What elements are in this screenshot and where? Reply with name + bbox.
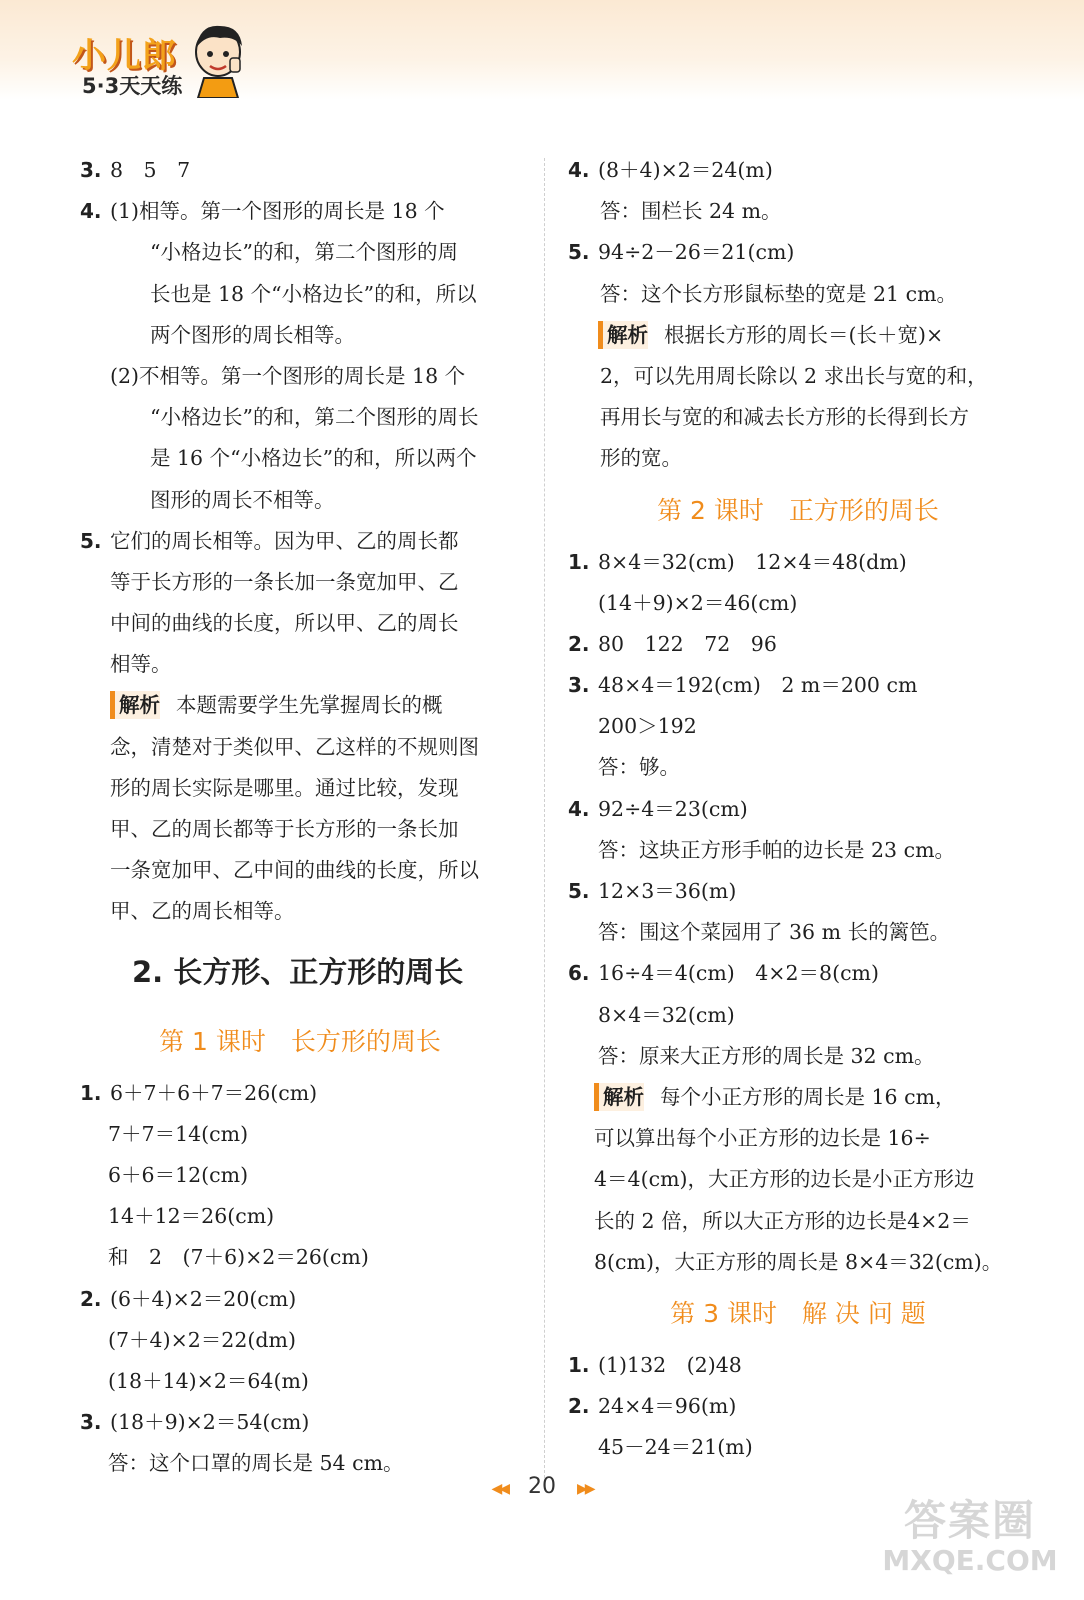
question-number: 3. [80, 158, 102, 182]
answer-text [150, 315, 355, 356]
answer-text [598, 150, 773, 191]
answer-text [150, 438, 477, 479]
answer-text [110, 1279, 296, 1320]
answer-text [600, 274, 957, 315]
answer-content: (2)不相等。第一个图形的周长是 18 个 [110, 363, 466, 388]
answer-content: 14＋12＝26(cm) [108, 1204, 275, 1229]
answer-line [568, 912, 1028, 953]
answer-content: 6＋6＝12(cm) [108, 1162, 249, 1187]
answer-content: 长的 2 倍，所以大正方形的边长是4×2＝ [594, 1208, 971, 1233]
answer-line [80, 356, 520, 397]
answer-content: 和 2 (7＋6)×2＝26(cm) [108, 1245, 369, 1270]
watermark [880, 1488, 1060, 1577]
page-number: 20 [528, 1474, 556, 1499]
right-column [568, 150, 1028, 1468]
answer-text [110, 603, 459, 644]
question-number: 4. [568, 796, 590, 821]
answer-line [80, 397, 520, 438]
answer-line [80, 1196, 520, 1237]
answer-content: 每个小正方形的周长是 16 cm， [660, 1084, 956, 1109]
answer-line [568, 274, 1028, 315]
answer-content: 2，可以先用周长除以 2 求出长与宽的和， [600, 363, 988, 388]
answer-text [110, 768, 459, 809]
question-number: 4. [568, 158, 590, 182]
answer-line [80, 644, 520, 685]
answer-line [568, 232, 1028, 273]
answer-text [600, 438, 682, 479]
answer-line [568, 1118, 1028, 1159]
answer-line [568, 1036, 1028, 1077]
answer-line [80, 150, 520, 191]
answer-content: 24×4＝96(m) [598, 1394, 737, 1419]
answer-content: 答：围栏长 24 m。 [600, 199, 782, 224]
left-column [80, 150, 520, 1484]
answer-content: 答：这个长方形鼠标垫的宽是 21 cm。 [600, 281, 958, 306]
answer-text [110, 850, 479, 891]
answer-content: (18＋14)×2＝64(m) [108, 1368, 309, 1393]
answer-content: 200＞192 [598, 714, 697, 739]
answer-content: 答：够。 [598, 755, 680, 780]
answer-text [598, 871, 736, 912]
answer-line [568, 747, 1028, 788]
answer-content: 8(cm)，大正方形的周长是 8×4＝32(cm)。 [594, 1249, 1003, 1274]
answer-text [108, 1237, 369, 1278]
series-name: 5·3天天练 [82, 74, 183, 98]
answer-content: 45－24＝21(m) [598, 1435, 753, 1460]
answer-line [568, 665, 1028, 706]
answer-line [80, 1279, 520, 1320]
brand-logo: 小儿郎 [72, 36, 177, 76]
question-number: 5. [80, 528, 102, 553]
analysis-tag: 解析 [594, 1083, 644, 1111]
answer-text [110, 191, 445, 232]
question-number: 5. [568, 240, 590, 265]
answer-text [600, 397, 969, 438]
question-number: 6. [568, 961, 590, 986]
answer-content: 一条宽加甲、乙中间的曲线的长度，所以 [110, 858, 479, 883]
answer-line [568, 953, 1028, 994]
question-number: 2. [568, 631, 590, 656]
answer-content: 8×4＝32(cm) [598, 1002, 735, 1027]
answer-content: 答：原来大正方形的周长是 32 cm。 [598, 1043, 935, 1068]
answer-text [110, 727, 479, 768]
lesson-title: 第 3 课时 解 决 问 题 [670, 1298, 926, 1328]
column-divider [544, 158, 545, 1488]
answer-text [110, 644, 172, 685]
answer-text [598, 583, 797, 624]
answer-line [80, 1237, 520, 1278]
answer-line [80, 1114, 520, 1155]
answer-line [80, 768, 520, 809]
answer-text [110, 1402, 309, 1443]
answer-text [598, 830, 955, 871]
answer-content: (18＋9)×2＝54(cm) [110, 1410, 310, 1435]
answer-line [80, 521, 520, 562]
answer-line [80, 232, 520, 273]
answer-content: 94÷2－26＝21(cm) [598, 240, 795, 265]
answer-line [568, 1386, 1028, 1427]
answer-line [568, 438, 1028, 479]
answer-text [594, 1242, 1002, 1283]
boy-mascot-icon [190, 22, 246, 98]
answer-line [568, 830, 1028, 871]
answer-line [568, 871, 1028, 912]
answer-line [568, 1077, 1028, 1118]
question-number: 2. [80, 1286, 102, 1311]
answer-text [150, 274, 477, 315]
answer-text [598, 789, 748, 830]
answer-text [598, 1427, 753, 1468]
answer-text [110, 562, 459, 603]
answer-line [80, 1361, 520, 1402]
page-header [0, 0, 1084, 100]
answer-content: 48×4＝192(cm) 2 m＝200 cm [598, 673, 918, 698]
question-number: 1. [568, 549, 590, 574]
answer-line [568, 624, 1028, 665]
answer-text [598, 747, 680, 788]
answer-text [598, 1386, 736, 1427]
answer-text [108, 1114, 248, 1155]
answer-line [568, 789, 1028, 830]
answer-text [110, 150, 190, 191]
answer-content: 92÷4＝23(cm) [598, 796, 748, 821]
answer-content: (1)132 (2)48 [598, 1352, 742, 1377]
answer-content: 本题需要学生先掌握周长的概 [176, 693, 443, 718]
answer-line [568, 1201, 1028, 1242]
answer-text [598, 232, 794, 273]
answer-line [568, 995, 1028, 1036]
answer-line [80, 603, 520, 644]
answer-line [568, 1242, 1028, 1283]
question-number: 3. [568, 673, 590, 698]
answer-content: (6＋4)×2＝20(cm) [110, 1286, 297, 1311]
question-number: 4. [80, 199, 102, 224]
answer-content: 6＋7＋6＋7＝26(cm) [110, 1080, 318, 1105]
answer-text [150, 232, 458, 273]
answer-text [598, 1036, 935, 1077]
answer-content: (14＋9)×2＝46(cm) [598, 590, 798, 615]
answer-text [108, 1155, 248, 1196]
answer-content: 12×3＝36(m) [598, 879, 737, 903]
answer-content: 答：这个口罩的周长是 54 cm。 [108, 1451, 404, 1476]
answer-line [568, 150, 1028, 191]
answer-content: 8×4＝32(cm) 12×4＝48(dm) [598, 549, 907, 574]
answer-text [110, 685, 443, 726]
answer-text [110, 521, 459, 562]
next-arrows-icon: ▶▶ [577, 1481, 593, 1497]
answer-line [80, 1155, 520, 1196]
answer-content: 是 16 个“小格边长”的和，所以两个 [150, 446, 477, 471]
answer-text [600, 356, 988, 397]
answer-line [80, 438, 520, 479]
answer-text [110, 356, 465, 397]
answer-text [108, 1320, 296, 1361]
answer-content: 再用长与宽的和减去长方形的长得到长方 [600, 405, 969, 430]
analysis-tag: 解析 [110, 691, 160, 719]
answer-text [594, 1077, 956, 1118]
answer-content: 长也是 18 个“小格边长”的和，所以 [150, 281, 477, 306]
answer-text [150, 397, 478, 438]
analysis-tag: 解析 [598, 321, 648, 349]
answer-content: 可以算出每个小正方形的边长是 16÷ [594, 1126, 931, 1151]
question-number: 1. [568, 1352, 590, 1377]
answer-content: 16÷4＝4(cm) 4×2＝8(cm) [598, 961, 879, 986]
answer-text [598, 665, 917, 706]
answer-text [600, 191, 782, 232]
question-number: 3. [80, 1410, 102, 1435]
answer-line [80, 850, 520, 891]
answer-text [110, 891, 295, 932]
answer-content: 7＋7＝14(cm) [108, 1121, 249, 1146]
question-number: 2. [568, 1394, 590, 1419]
answer-line [568, 1345, 1028, 1386]
answer-text [594, 1159, 975, 1200]
answer-text [598, 706, 697, 747]
watermark-url: MXQE.COM [882, 1544, 1058, 1577]
answer-content: 它们的周长相等。因为甲、乙的周长都 [110, 528, 459, 553]
answer-text [108, 1196, 274, 1237]
question-number: 5. [568, 879, 590, 903]
answer-line [80, 562, 520, 603]
answer-text [150, 480, 335, 521]
answer-text [594, 1118, 931, 1159]
answer-content: 相等。 [110, 652, 172, 677]
answer-content: 图形的周长不相等。 [150, 487, 335, 512]
answer-line [80, 727, 520, 768]
answer-line [80, 891, 520, 932]
answer-text [110, 1073, 317, 1114]
answer-line [80, 1073, 520, 1114]
answer-text [108, 1361, 309, 1402]
answer-line [80, 1402, 520, 1443]
answer-line [568, 1427, 1028, 1468]
answer-text [598, 624, 777, 665]
answer-text [598, 995, 735, 1036]
answer-content: 形的周长实际是哪里。通过比较，发现 [110, 775, 459, 800]
answer-content: “小格边长”的和，第二个图形的周 [150, 240, 458, 265]
answer-content: 4＝4(cm)，大正方形的边长是小正方形边 [594, 1167, 975, 1192]
lesson-title: 第 2 课时 正方形的周长 [657, 495, 939, 525]
answer-text [598, 542, 907, 583]
answer-content: (1)相等。第一个图形的周长是 18 个 [110, 199, 445, 224]
answer-content: 甲、乙的周长相等。 [110, 899, 295, 924]
answer-line [80, 809, 520, 850]
answer-text [110, 809, 459, 850]
answer-line [568, 315, 1028, 356]
answer-content: 甲、乙的周长都等于长方形的一条长加 [110, 817, 459, 841]
answer-line [568, 191, 1028, 232]
answer-content: 念，清楚对于类似甲、乙这样的不规则图 [110, 734, 479, 759]
prev-arrows-icon: ◀◀ [491, 1481, 507, 1497]
answer-content: 两个图形的周长相等。 [150, 322, 355, 347]
answer-content: 答：这块正方形手帕的边长是 23 cm。 [598, 837, 956, 862]
answer-line [80, 685, 520, 726]
answer-text [598, 1345, 742, 1386]
answer-text [598, 315, 943, 356]
answer-line [80, 480, 520, 521]
answer-line [80, 1320, 520, 1361]
watermark-main: 答案圈 [903, 1496, 1036, 1545]
answer-content: (8＋4)×2＝24(m) [598, 158, 773, 182]
answer-content: 80 122 72 96 [598, 631, 777, 656]
answer-text [598, 953, 879, 994]
question-number: 1. [80, 1080, 102, 1105]
answer-line [568, 356, 1028, 397]
lesson-title: 第 1 课时 长方形的周长 [159, 1026, 441, 1056]
answer-line [80, 274, 520, 315]
answer-line [568, 542, 1028, 583]
answer-content: 形的宽。 [600, 446, 682, 471]
answer-line [80, 315, 520, 356]
answer-text [594, 1201, 971, 1242]
answer-content: 中间的曲线的长度，所以甲、乙的周长 [110, 611, 459, 636]
answer-line [568, 397, 1028, 438]
answer-content: 8 5 7 [110, 158, 191, 182]
answer-content: 等于长方形的一条长加一条宽加甲、乙 [110, 569, 459, 594]
answer-line [80, 191, 520, 232]
answer-text [598, 912, 950, 953]
answer-content: 答：围这个菜园用了 36 m 长的篱笆。 [598, 920, 951, 945]
answer-content: (7＋4)×2＝22(dm) [108, 1327, 296, 1352]
answer-line [568, 706, 1028, 747]
answer-line [568, 583, 1028, 624]
answer-line [568, 1159, 1028, 1200]
answer-content: 根据长方形的周长＝(长＋宽)× [664, 322, 944, 347]
answer-content: “小格边长”的和，第二个图形的周长 [150, 405, 479, 430]
section-title: 2. 长方形、正方形的周长 [132, 954, 464, 989]
